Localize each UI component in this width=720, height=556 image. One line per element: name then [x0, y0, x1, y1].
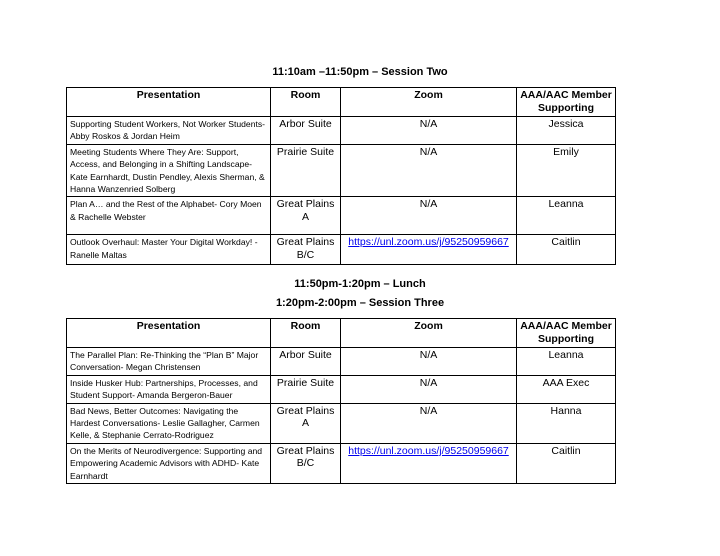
- lunch-heading: 11:50pm-1:20pm – Lunch: [294, 278, 426, 290]
- header-member: AAA/AAC Member Supporting: [517, 88, 616, 117]
- member-cell: AAA Exec: [517, 375, 616, 403]
- room-cell: Great Plains B/C: [271, 443, 341, 483]
- member-cell: Leanna: [517, 197, 616, 235]
- header-presentation: Presentation: [67, 319, 271, 348]
- session-two-heading: 11:10am –11:50pm – Session Two: [272, 66, 448, 78]
- table-row: [67, 443, 616, 483]
- presentation-cell: On the Merits of Neurodivergence: Supporting and Empowering Academic Advisors with ADHD- Kate Earnhardt: [67, 443, 271, 483]
- zoom-cell: N/A: [341, 117, 517, 145]
- session-three-table: [66, 318, 616, 484]
- member-cell: Hanna: [517, 403, 616, 443]
- header-member: AAA/AAC Member Supporting: [517, 319, 616, 348]
- room-cell: Great Plains B/C: [271, 235, 341, 265]
- presentation-cell: Bad News, Better Outcomes: Navigating the Hardest Conversations- Leslie Gallagher, Carmen Kelle, & Stephanie Cerrato-Rodriguez: [67, 403, 271, 443]
- presentation-cell: The Parallel Plan: Re-Thinking the “Plan B” Major Conversation- Megan Christensen: [67, 348, 271, 376]
- table-header-row: [67, 319, 616, 348]
- zoom-cell: N/A: [341, 348, 517, 376]
- presentation-cell: Inside Husker Hub: Partnerships, Processes, and Student Support- Amanda Bergeron-Bauer: [67, 375, 271, 403]
- room-cell: Great Plains A: [271, 403, 341, 443]
- table-row: [67, 197, 616, 235]
- zoom-link[interactable]: https://unl.zoom.us/j/95250959667: [341, 443, 517, 483]
- room-cell: Prairie Suite: [271, 375, 341, 403]
- header-presentation: Presentation: [67, 88, 271, 117]
- presentation-cell: Supporting Student Workers, Not Worker Students- Abby Roskos & Jordan Heim: [67, 117, 271, 145]
- room-cell: Arbor Suite: [271, 348, 341, 376]
- zoom-cell: N/A: [341, 375, 517, 403]
- table-row: [67, 144, 616, 197]
- zoom-link[interactable]: https://unl.zoom.us/j/95250959667: [341, 235, 517, 265]
- header-zoom: Zoom: [341, 88, 517, 117]
- member-cell: Jessica: [517, 117, 616, 145]
- table-row: [67, 348, 616, 376]
- zoom-cell: N/A: [341, 144, 517, 197]
- room-cell: Prairie Suite: [271, 144, 341, 197]
- presentation-cell: Outlook Overhaul: Master Your Digital Workday! - Ranelle Maltas: [67, 235, 271, 265]
- room-cell: Great Plains A: [271, 197, 341, 235]
- member-cell: Emily: [517, 144, 616, 197]
- session-three-heading: 1:20pm-2:00pm – Session Three: [275, 297, 445, 309]
- member-cell: Leanna: [517, 348, 616, 376]
- zoom-cell: N/A: [341, 403, 517, 443]
- header-room: Room: [271, 319, 341, 348]
- table-row: [67, 403, 616, 443]
- table-header-row: [67, 88, 616, 117]
- member-cell: Caitlin: [517, 443, 616, 483]
- room-cell: Arbor Suite: [271, 117, 341, 145]
- table-row: [67, 117, 616, 145]
- member-cell: Caitlin: [517, 235, 616, 265]
- header-zoom: Zoom: [341, 319, 517, 348]
- table-row: [67, 235, 616, 265]
- table-row: [67, 375, 616, 403]
- session-two-table: [66, 87, 616, 265]
- presentation-cell: Meeting Students Where They Are: Support, Access, and Belonging in a Shifting Landscape- Kate Earnhardt, Dustin Pendley, Alexis Sherman, & Hanna Wanzenried Solberg: [67, 144, 271, 197]
- zoom-cell: N/A: [341, 197, 517, 235]
- header-room: Room: [271, 88, 341, 117]
- presentation-cell: Plan A… and the Rest of the Alphabet- Cory Moen & Rachelle Webster: [67, 197, 271, 235]
